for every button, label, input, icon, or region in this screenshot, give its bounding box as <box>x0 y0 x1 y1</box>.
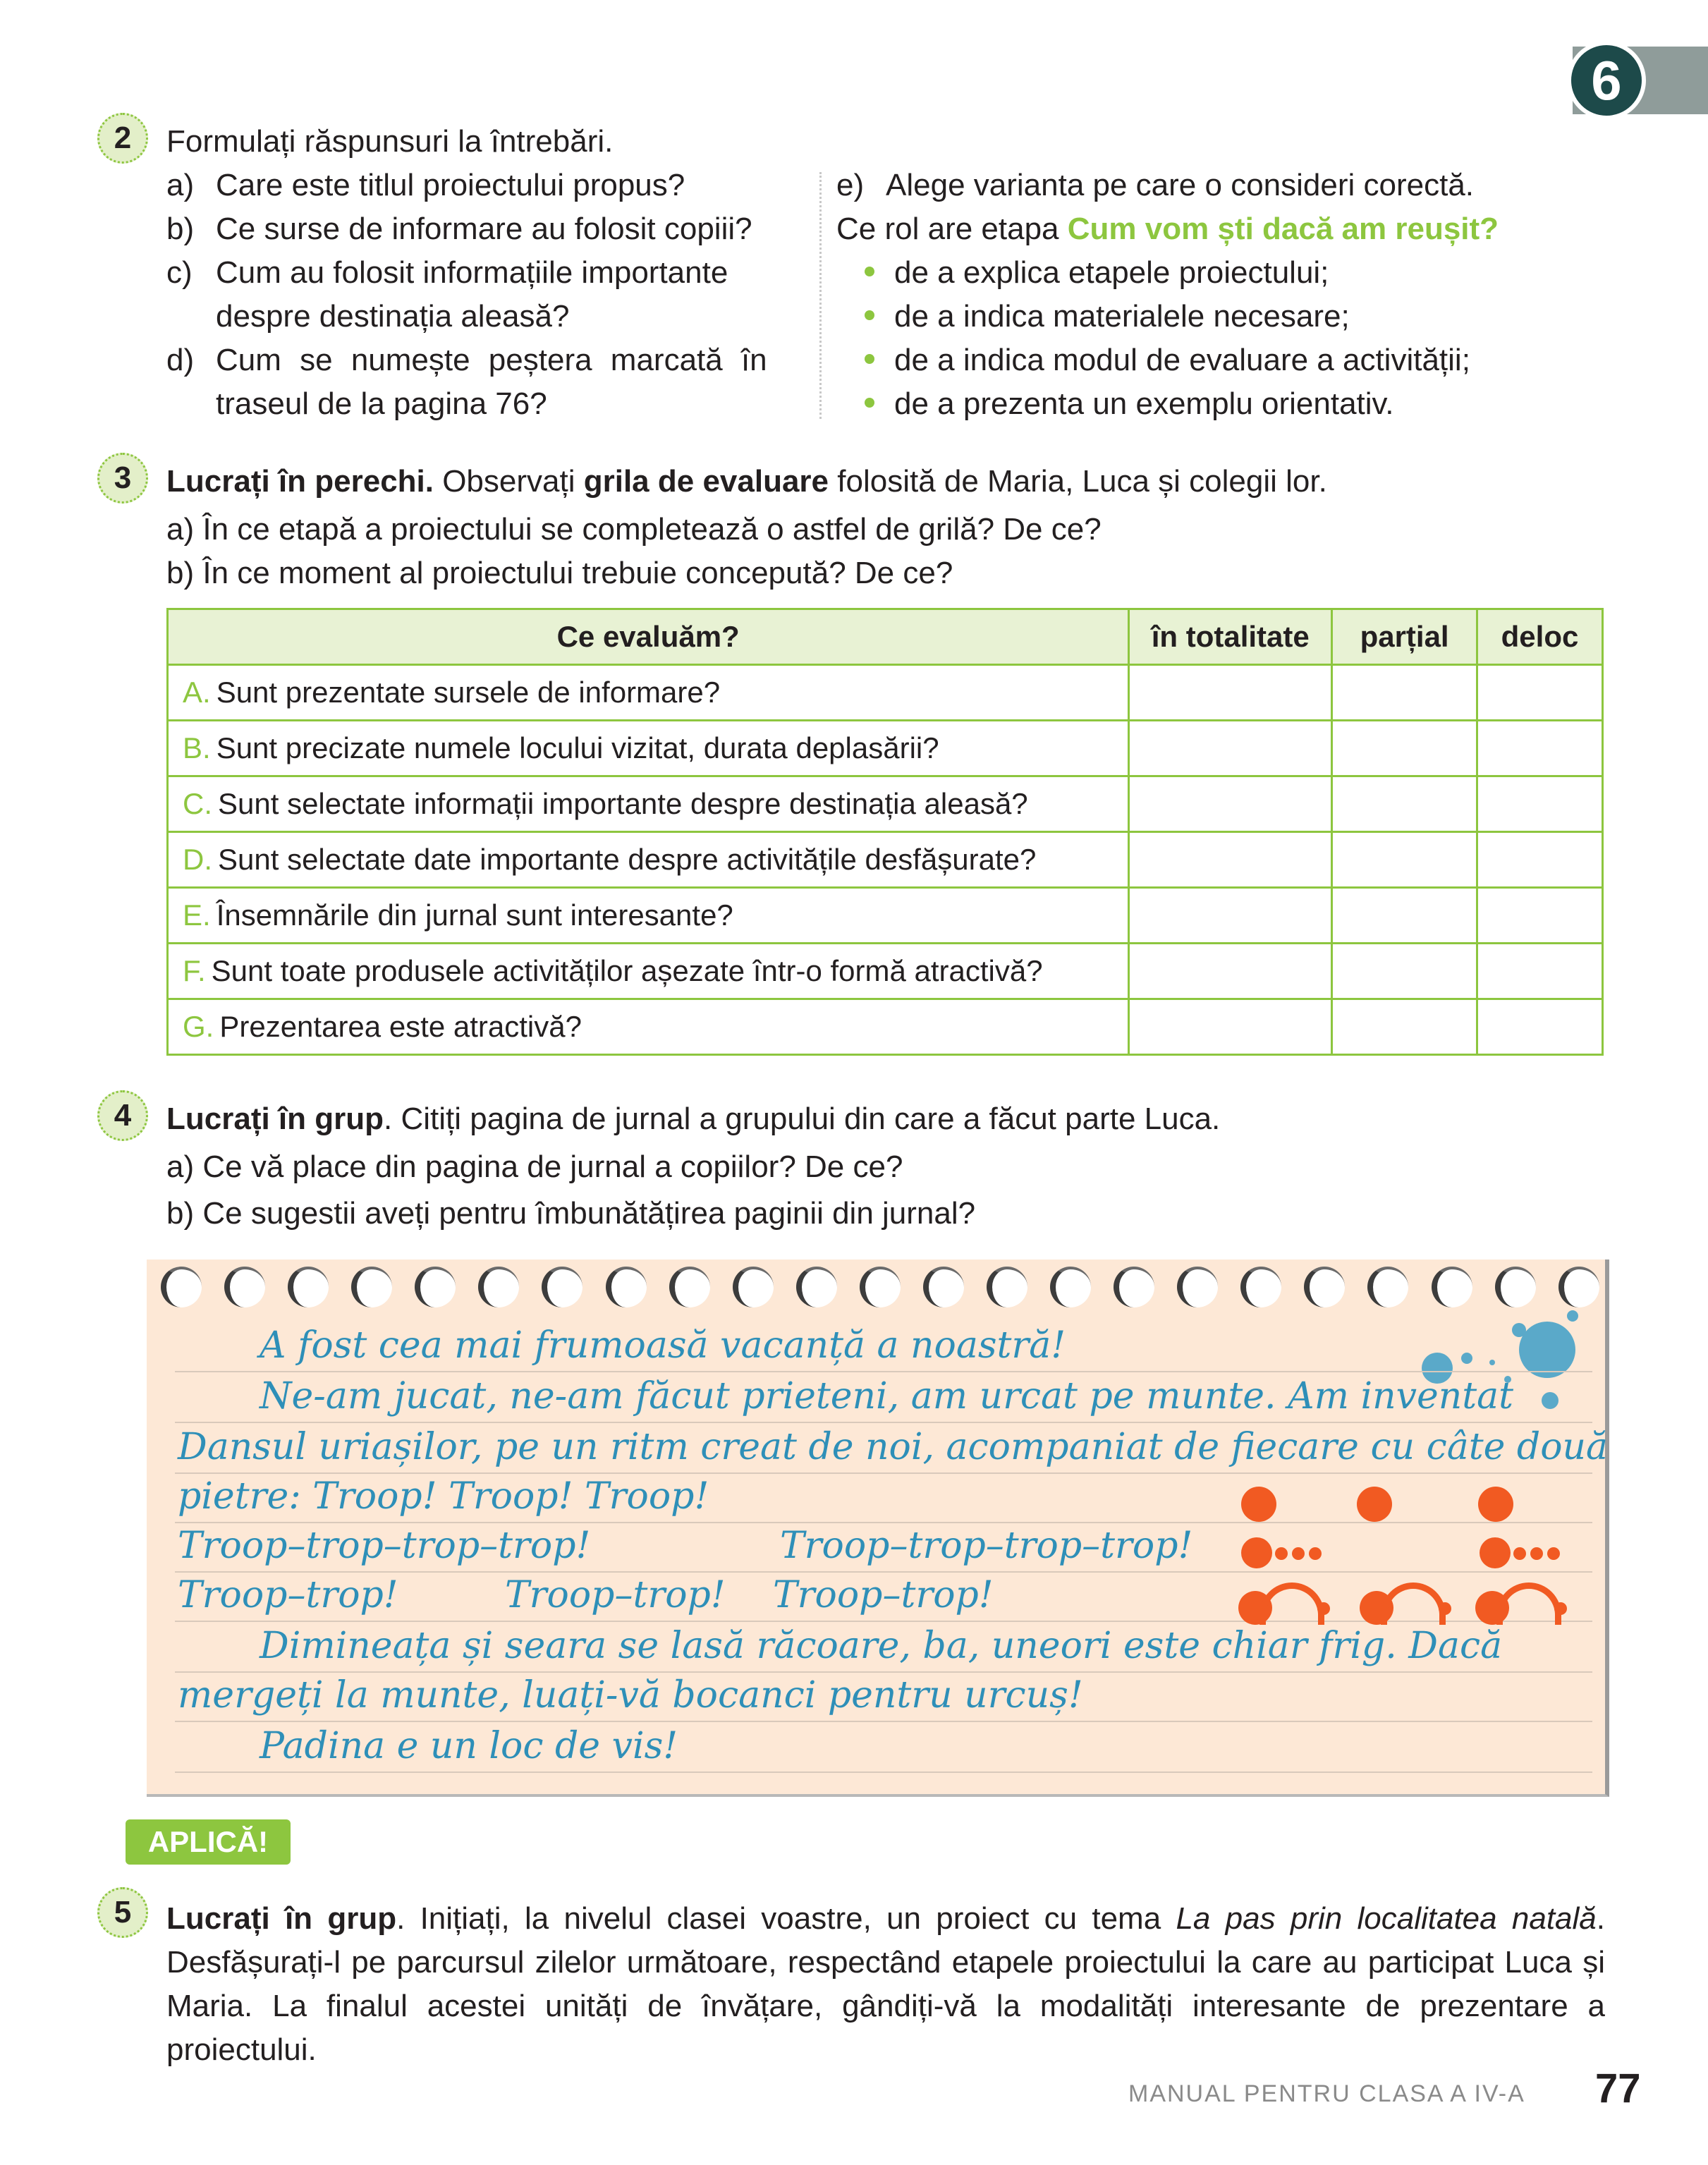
column-header: deloc <box>1477 609 1603 665</box>
exercise-3-number: 3 <box>97 453 148 504</box>
question-3a: a) În ce etapă a proiectului se completează o astfel de grilă? De ce? <box>166 512 1102 547</box>
table-header-row <box>168 609 1603 665</box>
page-number: 77 <box>1595 2066 1641 2111</box>
table-row: C. Sunt selectate informații importante despre destinația aleasă? <box>168 776 1603 832</box>
answer-cell[interactable] <box>1477 665 1603 721</box>
exercise-5-text: Lucrați în grup. Inițiați, la nivelul clasei voastre, un proiect cu tema La pas prin localitatea natală. Desfășurați-l pe parcursul zilelor următoare, respectând etapele proiectului la care au participat Luca și Maria. La finalul acestei unități de învățare, gândiți-vă la modalități interesante de prezentare a proiectului. <box>166 1901 1606 2067</box>
option-item: de a indica materialele necesare; <box>865 295 1350 339</box>
bullet-icon <box>865 398 874 408</box>
answer-cell[interactable] <box>1129 721 1332 776</box>
answer-cell[interactable] <box>1332 776 1477 832</box>
answer-cell[interactable] <box>1332 832 1477 888</box>
answer-cell[interactable] <box>1129 832 1332 888</box>
journal-line: mergeți la munte, luați-vă bocanci pentru urcuș! <box>178 1674 1083 1716</box>
option-item: de a explica etapele proiectului; <box>865 251 1329 295</box>
journal-line: Ne-am jucat, ne-am făcut prieteni, am urcat pe munte. Am inventat <box>260 1375 1514 1417</box>
journal-line: Padina e un loc de vis! <box>260 1725 678 1767</box>
column-header: Ce evaluăm? <box>168 609 1129 665</box>
option-item: de a prezenta un exemplu orientativ. <box>865 382 1394 426</box>
footer-label: MANUAL PENTRU CLASA A IV-A <box>1128 2080 1525 2107</box>
answer-cell[interactable] <box>1129 776 1332 832</box>
question-2b: b) Ce surse de informare au folosit copiii? <box>166 212 752 246</box>
journal-line: A fost cea mai frumoasă vacanță a noastră! <box>260 1324 1066 1367</box>
answer-cell[interactable] <box>1477 888 1603 944</box>
exercise-4-number: 4 <box>97 1090 148 1141</box>
journal-line: pietre: Troop! Troop! Troop! <box>178 1475 709 1518</box>
exercise-3-prompt: Lucrați în perechi. Observați grila de evaluare folosită de Maria, Luca și colegii lor. <box>166 464 1327 499</box>
column-header: parțial <box>1332 609 1477 665</box>
question-2d-cont: traseul de la pagina 76? <box>216 386 547 421</box>
journal-line: Troop–trop! <box>773 1574 994 1616</box>
option-item: de a indica modul de evaluare a activității; <box>865 339 1470 382</box>
question-2e: e) Alege varianta pe care o consideri corectă. <box>836 168 1475 202</box>
answer-cell[interactable] <box>1332 999 1477 1055</box>
answer-cell[interactable] <box>1129 665 1332 721</box>
column-header: în totalitate <box>1129 609 1332 665</box>
exercise-2-number: 2 <box>97 113 148 164</box>
journal-line: Dansul uriașilor, pe un ritm creat de noi, acompaniat de fiecare cu câte două <box>178 1426 1608 1468</box>
question-2c-cont: despre destinația aleasă? <box>216 299 570 334</box>
question-4b: b) Ce sugestii aveți pentru îmbunătățirea paginii din jurnal? <box>166 1196 976 1231</box>
chapter-number-badge: 6 <box>1567 41 1646 120</box>
answer-cell[interactable] <box>1477 944 1603 999</box>
question-2c: c) Cum au folosit informațiile importante <box>166 255 728 290</box>
journal-line: Dimineața și seara se lasă răcoare, ba, uneori este chiar frig. Dacă <box>260 1625 1503 1667</box>
question-2a: a) Care este titlul proiectului propus? <box>166 168 685 202</box>
table-row: B. Sunt precizate numele locului vizitat, durata deplasării? <box>168 721 1603 776</box>
answer-cell[interactable] <box>1332 944 1477 999</box>
table-row: G. Prezentarea este atractivă? <box>168 999 1603 1055</box>
question-3b: b) În ce moment al proiectului trebuie concepută? De ce? <box>166 556 953 590</box>
table-row: A. Sunt prezentate sursele de informare? <box>168 665 1603 721</box>
bullet-icon <box>865 310 874 320</box>
bullet-icon <box>865 354 874 364</box>
question-2d: d) Cum se numește peștera marcată în <box>166 343 767 377</box>
answer-cell[interactable] <box>1332 721 1477 776</box>
table-row: E. Însemnările din jurnal sunt interesante? <box>168 888 1603 944</box>
answer-cell[interactable] <box>1332 665 1477 721</box>
bullet-icon <box>865 267 874 276</box>
journal-page <box>147 1260 1609 1797</box>
answer-cell[interactable] <box>1477 832 1603 888</box>
spiral-binding <box>161 1267 1599 1316</box>
table-row: D. Sunt selectate date importante despre activitățile desfășurate? <box>168 832 1603 888</box>
evaluation-grid <box>166 608 1604 1056</box>
exercise-5-number: 5 <box>97 1887 148 1938</box>
question-4a: a) Ce vă place din pagina de jurnal a copiilor? De ce? <box>166 1149 903 1184</box>
apply-label: APLICĂ! <box>126 1819 291 1865</box>
exercise-2-prompt: Formulați răspunsuri la întrebări. <box>166 124 614 159</box>
journal-line: Troop–trop–trop–trop! <box>178 1525 591 1567</box>
answer-cell[interactable] <box>1129 944 1332 999</box>
answer-cell[interactable] <box>1129 888 1332 944</box>
journal-line: Troop–trop! <box>505 1574 726 1616</box>
journal-line: Troop–trop–trop–trop! <box>780 1525 1193 1567</box>
answer-cell[interactable] <box>1477 999 1603 1055</box>
table-row: F. Sunt toate produsele activităților așezate într-o formă atractivă? <box>168 944 1603 999</box>
journal-line: Troop–trop! <box>178 1574 398 1616</box>
answer-cell[interactable] <box>1477 776 1603 832</box>
exercise-4-prompt: Lucrați în grup. Citiți pagina de jurnal a grupului din care a făcut parte Luca. <box>166 1102 1221 1136</box>
answer-cell[interactable] <box>1477 721 1603 776</box>
answer-cell[interactable] <box>1129 999 1332 1055</box>
answer-cell[interactable] <box>1332 888 1477 944</box>
column-divider <box>819 172 822 419</box>
question-2e-stem: Ce rol are etapa Cum vom ști dacă am reușit? <box>836 212 1499 246</box>
